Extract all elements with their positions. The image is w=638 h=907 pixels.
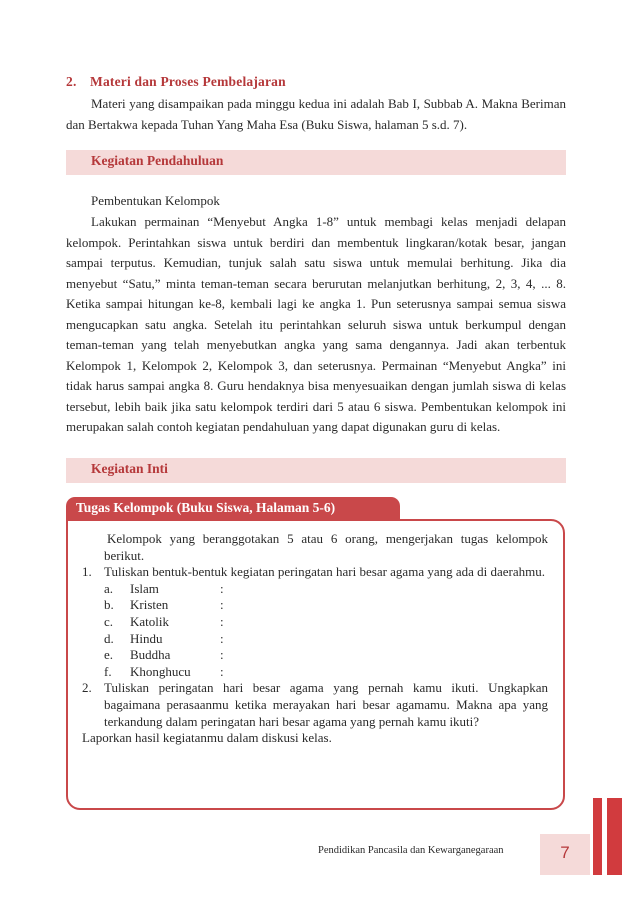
footer-stripe bbox=[607, 798, 622, 875]
section-number: 2. bbox=[66, 74, 77, 89]
kegiatan-pendahuluan-band bbox=[66, 150, 566, 175]
tugas-intro: Kelompok yang beranggotakan 5 atau 6 orang, mengerjakan tugas kelompok berikut. bbox=[104, 531, 548, 563]
tugas-kelompok-label: Tugas Kelompok (Buku Siswa, Halaman 5-6) bbox=[76, 500, 336, 515]
religion-row: e. Buddha : bbox=[104, 647, 224, 663]
task-text: Tuliskan peringatan hari besar agama yang pernah kamu ikuti. Ungkapkan bagaimana perasaanmu ketika merayakan hari besar agamamu. Makna apa yang terkandung dalam peringatan hari besar agama yang pernah kamu ikuti? bbox=[104, 680, 548, 729]
pendahuluan-subheading: Pembentukan Kelompok bbox=[91, 193, 220, 208]
kegiatan-pendahuluan-heading: Kegiatan Pendahuluan bbox=[91, 153, 224, 168]
task-number: 1. bbox=[82, 564, 92, 580]
task-number: 2. bbox=[82, 680, 92, 696]
section-intro: Materi yang disampaikan pada minggu kedua ini adalah Bab I, Subbab A. Makna Beriman dan Bertakwa kepada Tuhan Yang Maha Esa (Buku Siswa, halaman 5 s.d. 7). bbox=[66, 96, 566, 132]
footer-stripe bbox=[593, 798, 602, 875]
religion-row: d. Hindu : bbox=[104, 630, 224, 646]
task-item bbox=[82, 564, 548, 680]
tugas-intro-row bbox=[82, 531, 548, 564]
religion-row: f. Khonghucu : bbox=[104, 663, 224, 679]
section-title: Materi dan Proses Pembelajaran bbox=[90, 74, 286, 89]
task-text: Tuliskan bentuk-bentuk kegiatan peringatan hari besar agama yang ada di daerahmu. bbox=[104, 564, 546, 580]
tugas-kelompok-box bbox=[66, 519, 565, 810]
page-number-box bbox=[540, 834, 590, 875]
kegiatan-inti-band bbox=[66, 458, 566, 483]
section-heading bbox=[66, 74, 286, 90]
task-item bbox=[82, 680, 548, 730]
religion-row: b. Kristen : bbox=[104, 597, 224, 613]
pendahuluan-body: Lakukan permainan “Menyebut Angka 1-8” untuk membagi kelas menjadi delapan kelompok. Perintahkan siswa untuk berdiri dan membentuk lingkaran/kotak besar, jangan sampai terputus. Kemudian, tunjuk salah satu siswa untuk memulai berhitung. Jika dia menyebut “Satu,” minta teman-teman secara berurutan melanjutkan berhitung, 2, 3, 4, ... 8. Ketika sampai hitungan ke-8, kembali lagi ke angka 1. Pun seterusnya sampai semua siswa mengucapkan satu angka. Setelah itu perintahkan seluruh siswa untuk berkumpul dengan teman-teman yang telah menyebutkan angka yang sama dengannya. Jadi akan terbentuk Kelompok 1, Kelompok 2, Kelompok 3, dan seterusnya. Permainan “Menyebut Angka” ini tidak harus sampai angka 8. Guru hendaknya bisa menyesuaikan dengan jumlah siswa di kelas tersebut, lebih baik jika satu kelompok terdiri dari 5 atau 6 siswa. Pembentukan kelompok ini merupakan salah contoh kegiatan pendahuluan yang dapat digunakan guru di kelas. bbox=[66, 214, 566, 434]
religion-row: a. Islam : bbox=[104, 580, 224, 596]
page-number: 7 bbox=[560, 843, 570, 862]
kegiatan-inti-heading: Kegiatan Inti bbox=[91, 461, 168, 476]
tugas-closing: Laporkan hasil kegiatanmu dalam diskusi kelas. bbox=[82, 730, 332, 746]
religion-row: c. Katolik : bbox=[104, 613, 224, 629]
tugas-kelompok-tab bbox=[66, 497, 400, 521]
footer-book-title: Pendidikan Pancasila dan Kewarganegaraan bbox=[318, 845, 504, 856]
